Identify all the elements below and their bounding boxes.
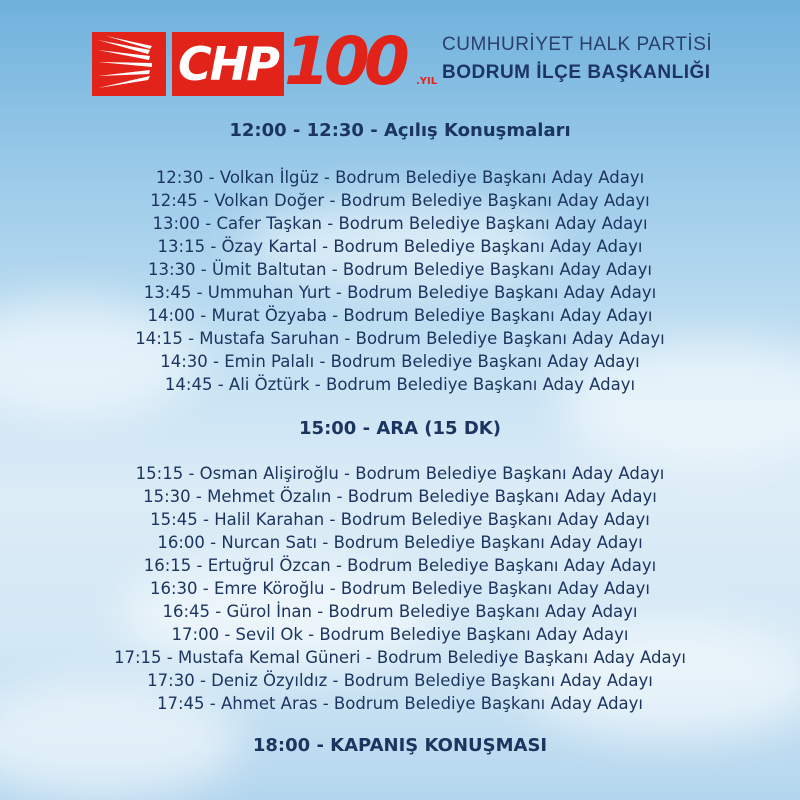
opening-session: 12:00 - 12:30 - Açılış Konuşmaları — [229, 120, 571, 141]
speaker-role: Bodrum Belediye Başkanı Aday Adayı — [333, 533, 643, 552]
branch-name: BODRUM İLÇE BAŞKANLIĞI — [442, 62, 711, 83]
speaker-role: Bodrum Belediye Başkanı Aday Adayı — [335, 168, 645, 187]
speaker-role: Bodrum Belediye Başkanı Aday Adayı — [340, 579, 650, 598]
speaker-name: Ümit Baltutan — [212, 260, 327, 279]
speaker-row: 16:45 - Gürol İnan - Bodrum Belediye Başkanı Aday Adayı — [162, 602, 638, 621]
centennial-logo: 100 — [284, 23, 404, 100]
speaker-name: Ummuhan Yurt — [207, 283, 331, 302]
speaker-name: Cafer Taşkan — [216, 214, 322, 233]
speaker-time: 17:00 — [171, 625, 220, 644]
speaker-row: 17:15 - Mustafa Kemal Güneri - Bodrum Belediye Başkanı Aday Adayı — [114, 648, 686, 667]
speaker-row: 14:45 - Ali Öztürk - Bodrum Belediye Başkanı Aday Adayı — [164, 375, 636, 394]
speaker-name: Emin Palalı — [224, 352, 315, 371]
speaker-time: 15:30 — [143, 487, 191, 506]
speaker-time: 14:00 — [147, 306, 196, 325]
speaker-time: 17:30 — [147, 671, 195, 690]
speaker-row: 13:00 - Cafer Taşkan - Bodrum Belediye Başkanı Aday Adayı — [152, 214, 648, 233]
speaker-role: Bodrum Belediye Başkanı Aday Adayı — [319, 625, 629, 644]
speaker-time: 17:45 — [156, 694, 205, 713]
break-session: 15:00 - ARA (15 DK) — [299, 418, 501, 439]
program-schedule — [0, 118, 800, 759]
speaker-row: 14:30 - Emin Palalı - Bodrum Belediye Başkanı Aday Adayı — [160, 352, 640, 371]
speaker-row: 12:30 - Volkan İlgüz - Bodrum Belediye Başkanı Aday Adayı — [155, 168, 645, 187]
centennial-suffix: .YIL — [416, 76, 438, 87]
speaker-row: 14:00 - Murat Özyaba - Bodrum Belediye Başkanı Aday Adayı — [147, 306, 653, 325]
speaker-row: 13:30 - Ümit Baltutan - Bodrum Belediye Başkanı Aday Adayı — [148, 260, 652, 279]
speaker-name: Ahmet Aras — [221, 694, 318, 713]
speaker-row: 15:45 - Halil Karahan - Bodrum Belediye Başkanı Aday Adayı — [150, 510, 650, 529]
speaker-time: 13:15 — [157, 237, 206, 256]
speaker-time: 16:45 — [162, 602, 211, 621]
closing-session: 18:00 - KAPANIŞ KONUŞMASI — [252, 735, 548, 756]
speaker-row: 13:15 - Özay Kartal - Bodrum Belediye Başkanı Aday Adayı — [157, 237, 643, 256]
speaker-role: Bodrum Belediye Başkanı Aday Adayı — [328, 602, 638, 621]
speaker-time: 13:30 — [148, 260, 196, 279]
speaker-time: 14:45 — [164, 375, 213, 394]
speaker-name: Mehmet Özalın — [207, 487, 332, 506]
speaker-name: Nurcan Satı — [221, 533, 318, 552]
speaker-time: 17:15 — [114, 648, 162, 667]
speaker-name: Volkan Doğer — [214, 191, 325, 210]
speaker-row: 15:30 - Mehmet Özalın - Bodrum Belediye Başkanı Aday Adayı — [143, 487, 657, 506]
speaker-name: Halil Karahan — [214, 510, 325, 529]
speaker-time: 14:30 — [160, 352, 208, 371]
speaker-role: Bodrum Belediye Başkanı Aday Adayı — [330, 352, 640, 371]
speaker-role: Bodrum Belediye Başkanı Aday Adayı — [347, 487, 657, 506]
speaker-time: 12:45 — [150, 191, 198, 210]
speaker-name: Mustafa Saruhan — [199, 329, 340, 348]
speaker-role: Bodrum Belediye Başkanı Aday Adayı — [340, 510, 650, 529]
speaker-row: 16:15 - Ertuğrul Özcan - Bodrum Belediye Başkanı Aday Adayı — [143, 556, 657, 575]
speaker-row: 16:00 - Nurcan Satı - Bodrum Belediye Başkanı Aday Adayı — [157, 533, 643, 552]
speaker-role: Bodrum Belediye Başkanı Aday Adayı — [338, 214, 648, 233]
speaker-name: Volkan İlgüz — [219, 168, 319, 187]
speaker-row: 14:15 - Mustafa Saruhan - Bodrum Belediye Başkanı Aday Adayı — [135, 329, 665, 348]
party-name: CUMHURİYET HALK PARTİSİ — [442, 34, 713, 55]
speaker-time: 16:00 — [157, 533, 205, 552]
speaker-row: 16:30 - Emre Köroğlu - Bodrum Belediye Başkanı Aday Adayı — [149, 579, 650, 598]
speaker-role: Bodrum Belediye Başkanı Aday Adayı — [333, 237, 643, 256]
speaker-name: Özay Kartal — [221, 237, 317, 256]
speaker-role: Bodrum Belediye Başkanı Aday Adayı — [347, 556, 657, 575]
speaker-role: Bodrum Belediye Başkanı Aday Adayı — [376, 648, 686, 667]
speaker-role: Bodrum Belediye Başkanı Aday Adayı — [355, 464, 665, 483]
speaker-role: Bodrum Belediye Başkanı Aday Adayı — [343, 306, 653, 325]
speaker-name: Emre Köroğlu — [214, 579, 325, 598]
speaker-time: 12:30 — [155, 168, 204, 187]
speaker-role: Bodrum Belediye Başkanı Aday Adayı — [342, 260, 652, 279]
six-arrows-flag-icon — [92, 32, 166, 96]
speaker-time: 16:30 — [149, 579, 198, 598]
chp-logo: CHP — [172, 32, 284, 96]
speaker-role: Bodrum Belediye Başkanı Aday Adayı — [333, 694, 644, 713]
speaker-row: 17:30 - Deniz Özyıldız - Bodrum Belediye Başkanı Aday Adayı — [147, 671, 653, 690]
speaker-list-1 — [0, 166, 800, 396]
speaker-name: Osman Alişiroğlu — [199, 464, 339, 483]
speaker-row: 15:15 - Osman Alişiroğlu - Bodrum Belediye Başkanı Aday Adayı — [135, 464, 665, 483]
speaker-role: Bodrum Belediye Başkanı Aday Adayı — [347, 283, 657, 302]
speaker-time: 15:45 — [150, 510, 198, 529]
speaker-role: Bodrum Belediye Başkanı Aday Adayı — [355, 329, 665, 348]
speaker-time: 13:45 — [143, 283, 192, 302]
speaker-time: 14:15 — [135, 329, 183, 348]
speaker-name: Deniz Özyıldız — [211, 671, 328, 690]
speaker-name: Murat Özyaba — [211, 306, 327, 325]
speaker-row: 17:00 - Sevil Ok - Bodrum Belediye Başkanı Aday Adayı — [171, 625, 629, 644]
speaker-time: 13:00 — [152, 214, 201, 233]
speaker-name: Ali Öztürk — [228, 375, 310, 394]
speaker-role: Bodrum Belediye Başkanı Aday Adayı — [326, 375, 636, 394]
speaker-row: 13:45 - Ummuhan Yurt - Bodrum Belediye Başkanı Aday Adayı — [143, 283, 657, 302]
header — [82, 22, 722, 102]
speaker-time: 16:15 — [143, 556, 192, 575]
speaker-name: Mustafa Kemal Güneri — [178, 648, 361, 667]
speaker-list-2 — [0, 462, 800, 715]
speaker-name: Ertuğrul Özcan — [207, 556, 331, 575]
speaker-name: Gürol İnan — [226, 602, 312, 621]
speaker-role: Bodrum Belediye Başkanı Aday Adayı — [343, 671, 653, 690]
speaker-row: 17:45 - Ahmet Aras - Bodrum Belediye Başkanı Aday Adayı — [156, 694, 644, 713]
speaker-name: Sevil Ok — [235, 625, 303, 644]
speaker-time: 15:15 — [135, 464, 184, 483]
speaker-role: Bodrum Belediye Başkanı Aday Adayı — [340, 191, 650, 210]
speaker-row: 12:45 - Volkan Doğer - Bodrum Belediye Başkanı Aday Adayı — [150, 191, 650, 210]
